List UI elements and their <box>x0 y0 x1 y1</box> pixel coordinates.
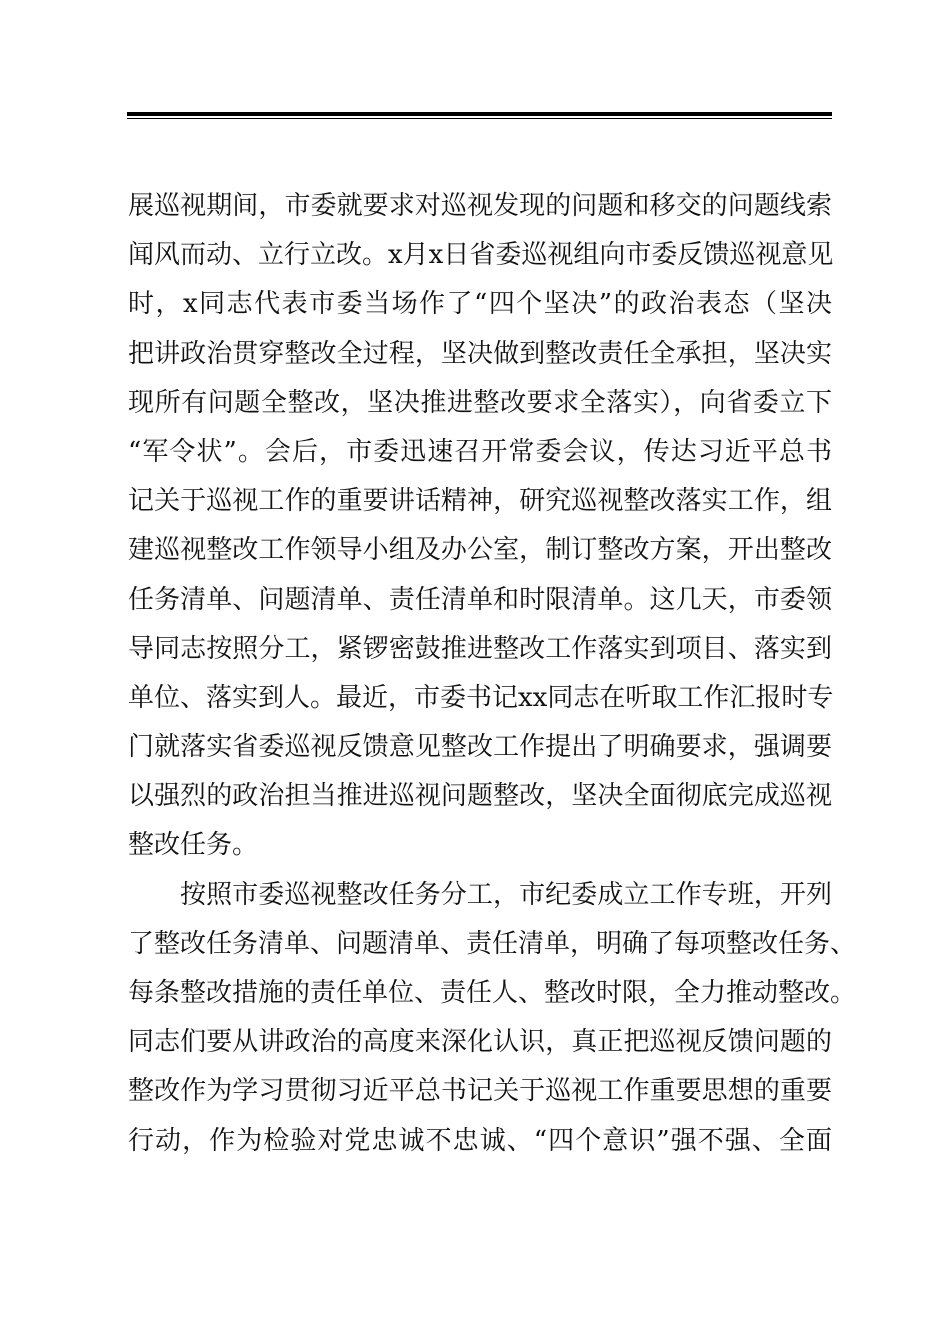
text-line: 整改任务。 <box>128 830 259 861</box>
text-line: 展巡视期间，市委就要求对巡视发现的问题和移交的问题线索 <box>128 191 832 221</box>
paragraph-2 <box>128 871 857 1166</box>
document-body <box>128 182 857 1166</box>
text-line: 单位、落实到人。最近，市委书记xx同志在听取工作汇报时专 <box>128 682 834 713</box>
text-line: 时，x同志代表市委当场作了“四个坚决”的政治表态（坚决 <box>128 289 832 320</box>
text-line: 门就落实省委巡视反馈意见整改工作提出了明确要求，强调要 <box>128 732 832 763</box>
text-line: 整改作为学习贯彻习近平总书记关于巡视工作重要思想的重要 <box>128 1076 832 1107</box>
text-line: 任务清单、问题清单、责任清单和时限清单。这几天，市委领 <box>128 584 832 615</box>
text-line: 建巡视整改工作领导小组及办公室，制订整改方案，开出整改 <box>128 535 832 566</box>
text-line: 把讲政治贯穿整改全过程，坚决做到整改责任全承担，坚决实 <box>128 338 832 369</box>
text-line: “军令状”。会后，市委迅速召开常委会议，传达习近平总书 <box>128 436 832 467</box>
text-line: 每条整改措施的责任单位、责任人、整改时限，全力推动整改。 <box>128 978 857 1008</box>
text-line: 现所有问题全整改，坚决推进整改要求全落实），向省委立下 <box>128 387 832 418</box>
text-line: 行动，作为检验对党忠诚不忠诚、“四个意识”强不强、全面 <box>128 1125 832 1156</box>
text-line: 导同志按照分工，紧锣密鼓推进整改工作落实到项目、落实到 <box>128 633 832 664</box>
text-line: 以强烈的政治担当推进巡视问题整改，坚决全面彻底完成巡视 <box>128 781 832 812</box>
header-double-rule <box>127 112 832 119</box>
header-rule-thin <box>127 118 832 119</box>
text-line: 记关于巡视工作的重要讲话精神，研究巡视整改落实工作，组 <box>128 486 832 517</box>
text-line: 闻风而动、立行立改。x月x日省委巡视组向市委反馈巡视意见 <box>128 240 834 271</box>
text-line: 了整改任务清单、问题清单、责任清单，明确了每项整改任务、 <box>128 928 857 959</box>
text-line: 按照市委巡视整改任务分工，市纪委成立工作专班，开列 <box>180 879 832 910</box>
paragraph-1 <box>128 182 832 871</box>
text-line: 同志们要从讲政治的高度来深化认识，真正把巡视反馈问题的 <box>128 1027 832 1058</box>
